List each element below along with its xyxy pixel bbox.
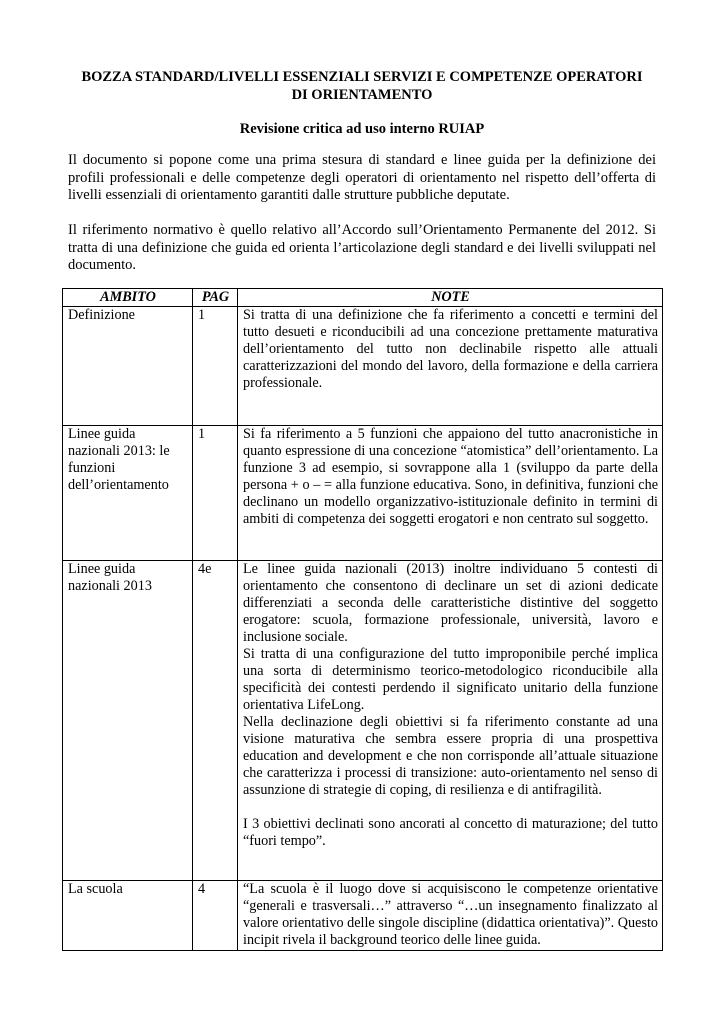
cell-pag: 4: [193, 881, 238, 951]
intro-paragraph-1: Il documento si popone come una prima stesura di standard e linee guida per la definizione dei profili professionali e delle competenze degli operatori di orientamento nel rispetto dell’offerta di livelli essenziali di orientamento garantiti dalle strutture pubbliche deputate.: [68, 152, 656, 203]
note-paragraph: Si fa riferimento a 5 funzioni che appaiono del tutto anacronistiche in quanto espressione di una concezione “atomistica” dell’orientamento. La funzione 3 ad esempio, si sovrappone alla 1 (sviluppo da parte della persona + o – = alla funzione educativa. Sono, in definitiva, funzioni che declinano un modello organizzativo-istituzionale definito in termini di ambiti di competenza dei soggetti erogatori e non centrato sul soggetto.: [243, 426, 658, 527]
document-subtitle: Revisione critica ad uso interno RUIAP: [239, 121, 485, 137]
document-title: [60, 68, 664, 104]
note-paragraph: Si tratta di una definizione che fa riferimento a concetti e termini del tutto desueti e riconducibili ad una concezione prettamente maturativa dell’orientamento del tutto non declinabile rispetto alle attuali caratterizzazioni del mondo del lavoro, della formazione e della carriera professionale.: [243, 307, 658, 391]
table-header-row: [63, 289, 663, 307]
cell-ambito: Linee guida nazionali 2013: le funzioni dell’orientamento: [63, 426, 193, 561]
column-header-note: NOTE: [238, 289, 663, 307]
intro-paragraph-2: Il riferimento normativo è quello relativo all’Accordo sull’Orientamento Permanente del 2012. Si tratta di una definizione che guida ed orienta l’articolazione degli standard e dei livelli sviluppati nel documento.: [68, 222, 656, 273]
column-header-pag: PAG: [193, 289, 238, 307]
cell-note: [238, 881, 663, 951]
table-row: [63, 307, 663, 426]
note-paragraph: Nella declinazione degli obiettivi si fa riferimento constante ad una visione maturativa che sembra essere propria di una prospettiva education and development e che non corrisponde all’attuale situazione che caratterizza i processi di transizione: auto-orientamento nel senso di assunzione di strategie di coping, di resilienza e di antifragilità.: [243, 714, 658, 798]
table-row: [63, 561, 663, 881]
cell-note: [238, 307, 663, 426]
review-table: [62, 288, 663, 951]
title-line-2: DI ORIENTAMENTO: [291, 87, 433, 103]
table-row: [63, 426, 663, 561]
table-row: [63, 881, 663, 951]
column-header-ambito: AMBITO: [63, 289, 193, 307]
note-paragraph: I 3 obiettivi declinati sono ancorati al concetto di maturazione; del tutto “fuori tempo”.: [243, 816, 658, 849]
cell-pag: 1: [193, 426, 238, 561]
note-paragraph: Si tratta di una configurazione del tutto improponibile perché implica una sorta di determinismo teorico-metodologico riconducibile alla specificità dei contesti perdendo il significato unitario della funzione orientativa LifeLong.: [243, 646, 658, 713]
cell-note: [238, 426, 663, 561]
paragraph-spacer: [243, 799, 658, 816]
cell-ambito: Definizione: [63, 307, 193, 426]
cell-pag: 1: [193, 307, 238, 426]
note-paragraph: Le linee guida nazionali (2013) inoltre individuano 5 contesti di orientamento che consentono di declinare un set di azioni dedicate differenziati a seconda delle caratteristiche distintive del soggetto erogatore: scuola, formazione professionale, università, lavoro e inclusione sociale.: [243, 561, 658, 645]
cell-ambito: La scuola: [63, 881, 193, 951]
note-paragraph: “La scuola è il luogo dove si acquisiscono le competenze orientative “generali e trasversali…” attraverso “…un insegnamento finalizzato al valore orientativo delle singole discipline (didattica orientativa)”. Questo incipit rivela il background teorico delle linee guida.: [243, 881, 658, 948]
cell-ambito: Linee guida nazionali 2013: [63, 561, 193, 881]
cell-note: [238, 561, 663, 881]
cell-pag: 4e: [193, 561, 238, 881]
title-line-1: BOZZA STANDARD/LIVELLI ESSENZIALI SERVIZI E COMPETENZE OPERATORI: [81, 69, 643, 85]
